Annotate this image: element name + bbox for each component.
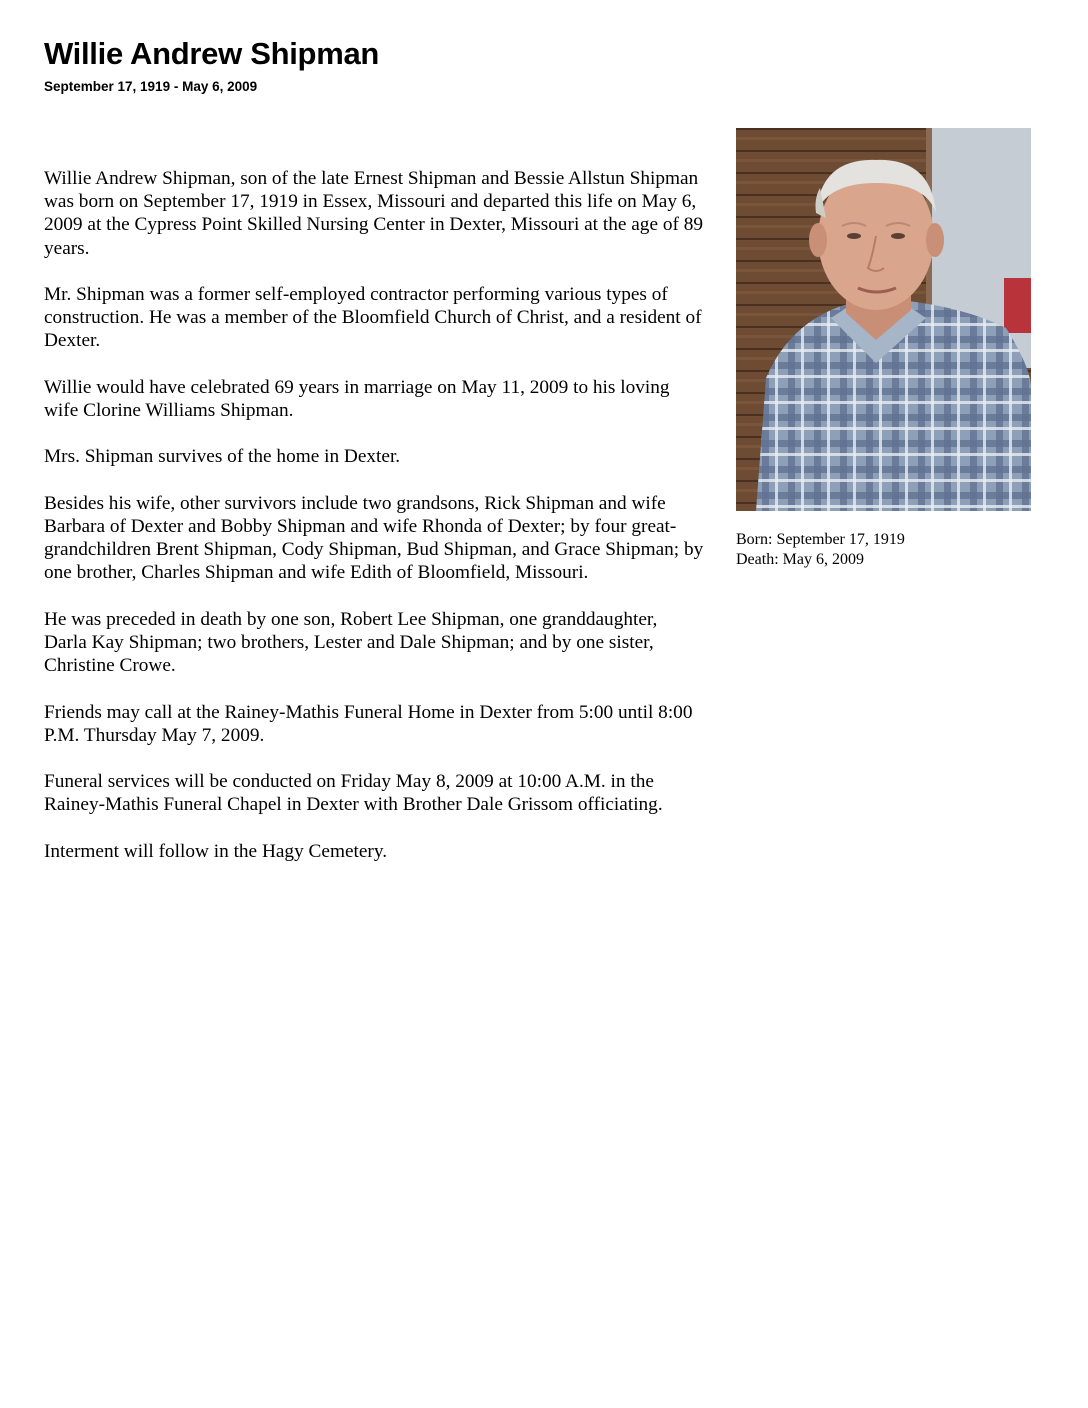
obituary-paragraph: Willie would have celebrated 69 years in marriage on May 11, 2009 to his loving wife Clorine Williams Shipman. bbox=[44, 376, 670, 421]
obituary-paragraph: He was preceded in death by one son, Robert Lee Shipman, one granddaughter, Darla Kay Shipman; two brothers, Lester and Dale Shipman; and by one sister, Christine Crowe. bbox=[44, 608, 658, 677]
obituary-paragraph: Funeral services will be conducted on Friday May 8, 2009 at 10:00 A.M. in the Rainey-Mathis Funeral Chapel in Dexter with Brother Dale Grissom officiating. bbox=[44, 771, 663, 816]
obituary-text bbox=[44, 167, 704, 886]
obituary-paragraph: Besides his wife, other survivors include two grandsons, Rick Shipman and wife Barbara of Dexter and Bobby Shipman and wife Rhonda of Dexter; by four great-grandchildren Brent Shipman, Cody Shipman, Bud Shipman, and Grace Shipman; by one brother, Charles Shipman and wife Edith of Bloomfield, Missouri. bbox=[44, 492, 704, 584]
obituary-paragraph: Friends may call at the Rainey-Mathis Funeral Home in Dexter from 5:00 until 8:00 P.M. Thursday May 7, 2009. bbox=[44, 701, 693, 746]
obituary-paragraph: Mr. Shipman was a former self-employed contractor performing various types of construction. He was a member of the Bloomfield Church of Christ, and a resident of Dexter. bbox=[44, 284, 702, 352]
deceased-name: Willie Andrew Shipman bbox=[44, 36, 380, 71]
life-dates: September 17, 1919 - May 6, 2009 bbox=[44, 79, 258, 94]
obituary-paragraph: Interment will follow in the Hagy Cemetery. bbox=[44, 840, 388, 862]
obituary-paragraph: Willie Andrew Shipman, son of the late Ernest Shipman and Bessie Allstun Shipman was born on September 17, 1919 in Essex, Missouri and departed this life on May 6, 2009 at the Cypress Point Skilled Nursing Center in Dexter, Missouri at the age of 89 years. bbox=[44, 168, 703, 259]
portrait-illustration bbox=[736, 128, 1031, 511]
born-date: Born: September 17, 1919 bbox=[736, 531, 905, 548]
death-date: Death: May 6, 2009 bbox=[736, 551, 864, 568]
obituary-paragraph: Mrs. Shipman survives of the home in Dexter. bbox=[44, 446, 401, 468]
portrait-photo bbox=[736, 128, 1031, 511]
photo-caption bbox=[736, 530, 905, 570]
